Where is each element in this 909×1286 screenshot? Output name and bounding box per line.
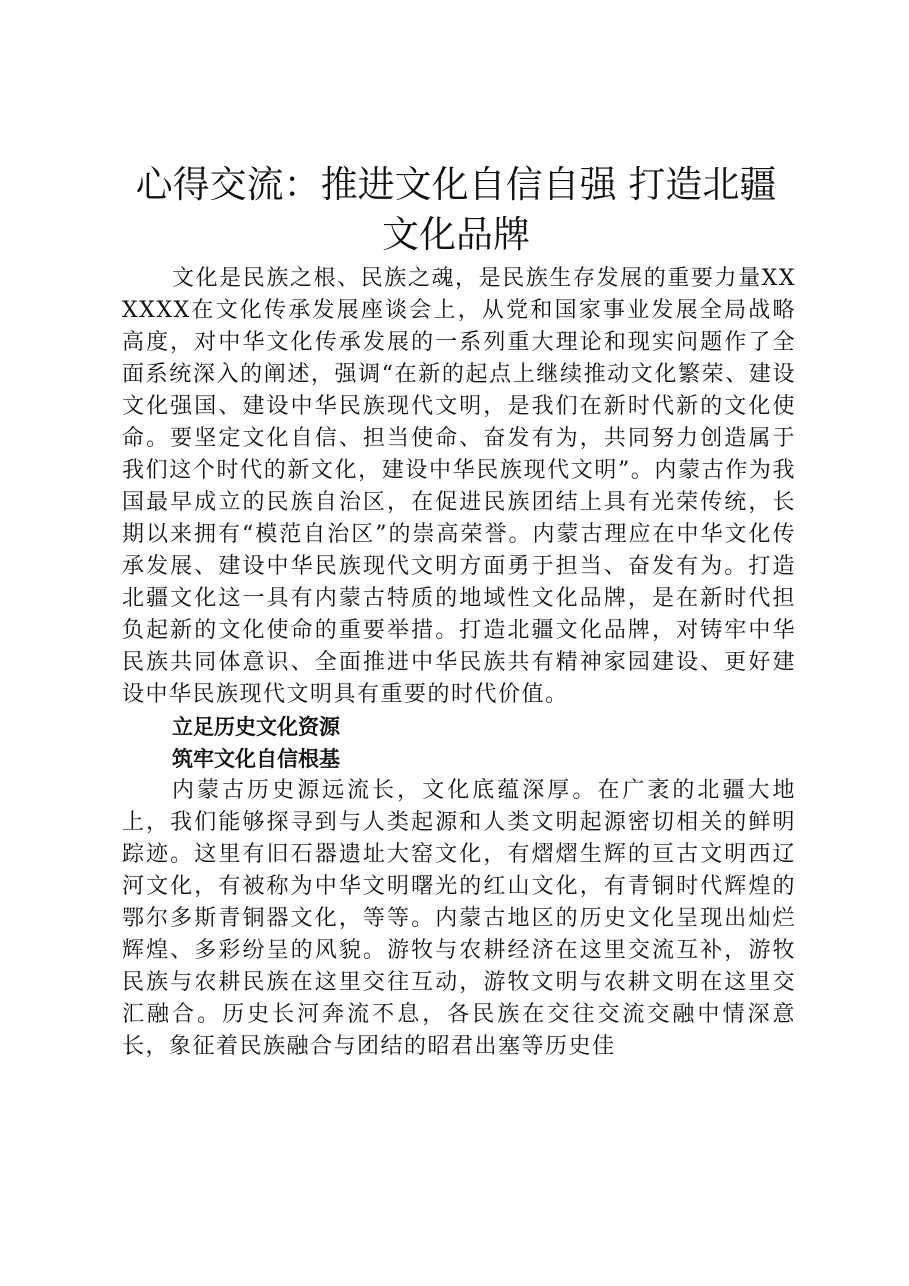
section-heading-line-2: 筑牢文化自信根基 xyxy=(172,747,340,771)
document-title: 心得交流：推进文化自信自强 打造北疆文化品牌 xyxy=(135,163,777,256)
section-heading-line-1: 立足历史文化资源 xyxy=(172,715,340,739)
document-body xyxy=(122,263,796,1063)
intro-paragraph: 文化是民族之根、民族之魂，是民族生存发展的重要力量XXXXXX在文化传承发展座谈会上，从党和国家事业发展全局战略高度，对中华文化传承发展的一系列重大理论和现实问题作了全面系统深入的阐述，强调“在新的起点上继续推动文化繁荣、建设文化强国、建设中华民族现代文明，是我们在新时代新的文化使命。要坚定文化自信、担当使命、奋发有为，共同努力创造属于我们这个时代的新文化，建设中华民族现代文明”。内蒙古作为我国最早成立的民族自治区，在促进民族团结上具有光荣传统，长期以来拥有“模范自治区”的崇高荣誉。内蒙古理应在中华文化传承发展、建设中华民族现代文明方面勇于担当、奋发有为。打造北疆文化这一具有内蒙古特质的地域性文化品牌，是在新时代担负起新的文化使命的重要举措。打造北疆文化品牌，对铸牢中华民族共同体意识、全面推进中华民族共有精神家园建设、更好建设中华民族现代文明具有重要的时代价值。 xyxy=(122,266,796,707)
section-paragraph: 内蒙古历史源远流长，文化底蕴深厚。在广袤的北疆大地上，我们能够探寻到与人类起源和人类文明起源密切相关的鲜明踪迹。这里有旧石器遗址大窑文化，有熠熠生辉的亘古文明西辽河文化，有被称为中华文明曙光的红山文化，有青铜时代辉煌的鄂尔多斯青铜器文化，等等。内蒙古地区的历史文化呈现出灿烂辉煌、多彩纷呈的风貌。游牧与农耕经济在这里交流互补，游牧民族与农耕民族在这里交往互动，游牧文明与农耕文明在这里交汇融合。历史长河奔流不息，各民族在交往交流交融中情深意长，象征着民族融合与团结的昭君出塞等历史佳 xyxy=(122,778,796,1059)
